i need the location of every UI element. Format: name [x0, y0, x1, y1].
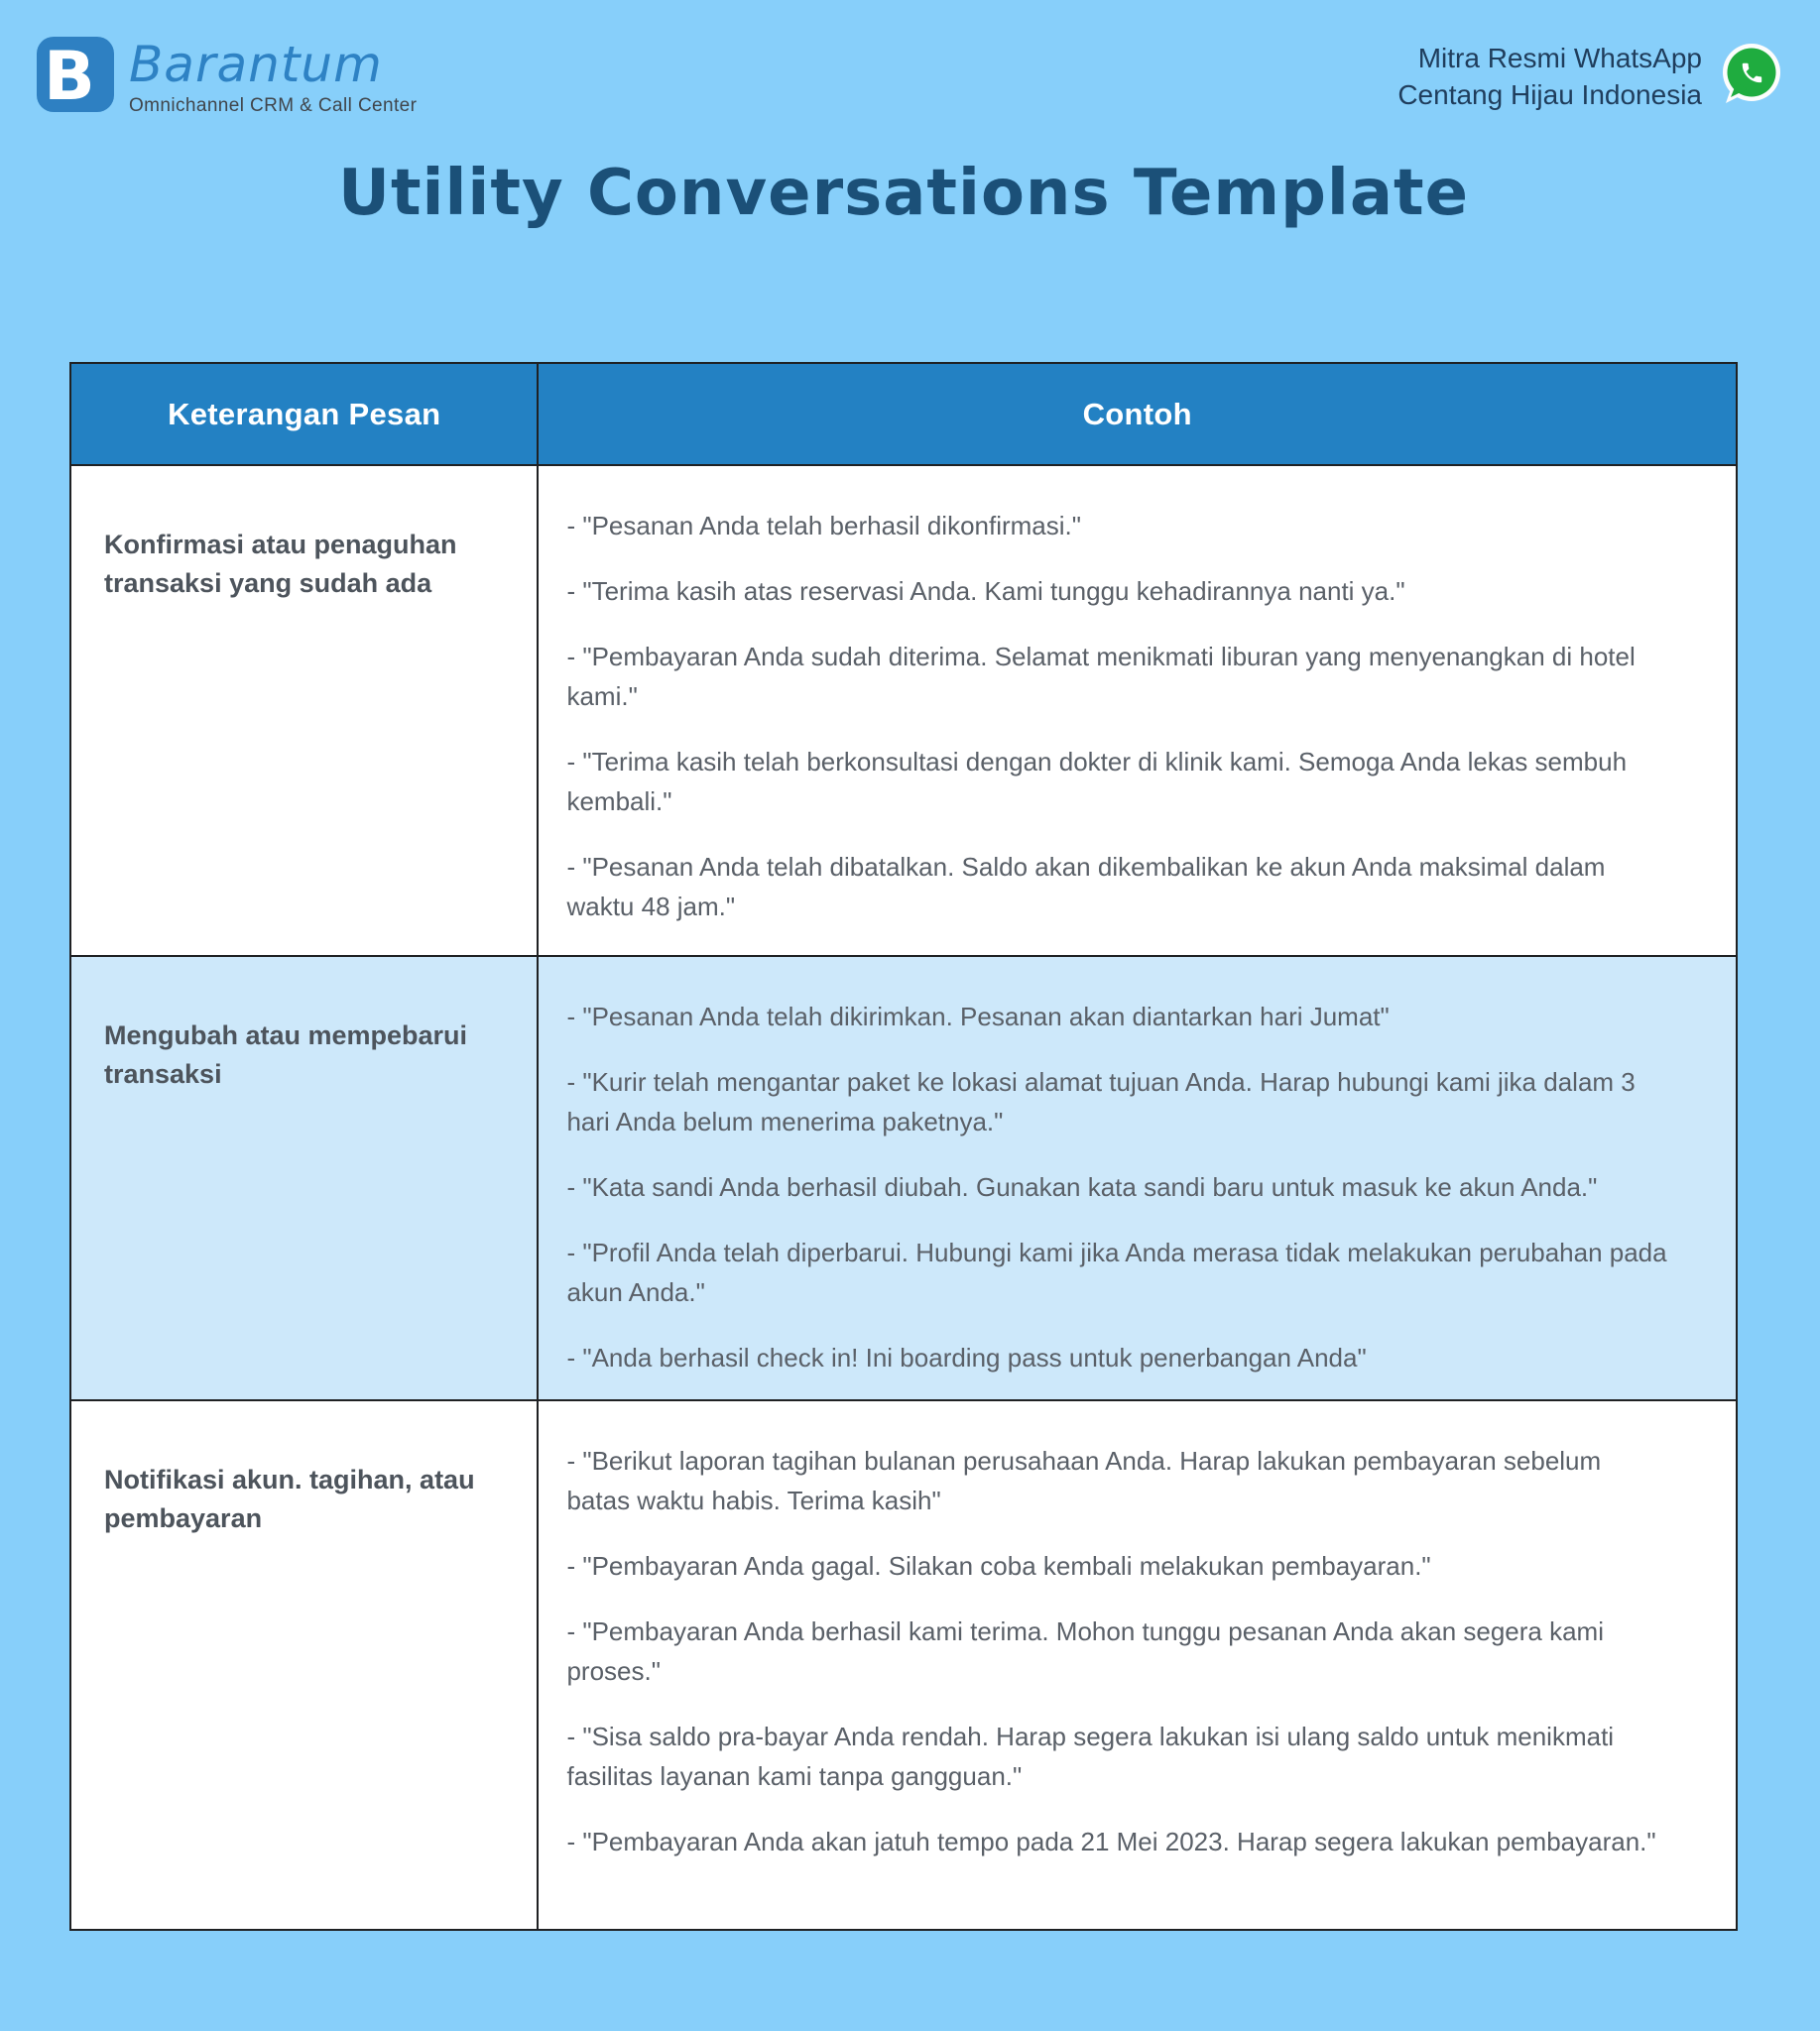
partner-line2: Centang Hijau Indonesia	[1397, 79, 1702, 110]
column-header-keterangan: Keterangan Pesan	[71, 364, 539, 464]
example-text: - "Pesanan Anda telah dibatalkan. Saldo akan dikembalikan ke akun Anda maksimal dalam waktu 48 jam."	[566, 852, 1606, 921]
row-examples-cell	[539, 466, 1736, 955]
partner-block	[1397, 40, 1783, 113]
example-text: - "Kurir telah mengantar paket ke lokasi alamat tujuan Anda. Harap hubungi kami jika dalam 3 hari Anda belum menerima paketnya."	[566, 1067, 1636, 1136]
partner-text	[1397, 40, 1702, 113]
row-label-cell	[71, 466, 539, 955]
example-text: - "Sisa saldo pra-bayar Anda rendah. Harap segera lakukan isi ulang saldo untuk menikmati fasilitas layanan kami tanpa gangguan."	[566, 1722, 1615, 1791]
barantum-logo-icon	[36, 36, 115, 113]
column-header-contoh: Contoh	[1082, 396, 1192, 431]
row-label: Notifikasi akun. tagihan, atau pembayaran	[104, 1465, 475, 1533]
table-row	[71, 1399, 1736, 1929]
row-label: Konfirmasi atau penaguhan transaksi yang sudah ada	[104, 530, 457, 598]
page-title: Utility Conversations Template	[337, 157, 1470, 230]
example-text: - "Berikut laporan tagihan bulanan perusahaan Anda. Harap lakukan pembayaran sebelum batas waktu habis. Terima kasih"	[566, 1446, 1602, 1515]
row-label: Mengubah atau mempebarui transaksi	[104, 1020, 468, 1089]
utility-template-table	[69, 362, 1738, 1931]
partner-line1: Mitra Resmi WhatsApp	[1417, 43, 1702, 73]
example-text: - "Pesanan Anda telah berhasil dikonfirmasi."	[566, 511, 1081, 540]
example-text: - "Pesanan Anda telah dikirimkan. Pesanan akan diantarkan hari Jumat"	[566, 1002, 1390, 1031]
logo-text-block	[129, 36, 417, 117]
row-label-cell	[71, 1401, 539, 1929]
barantum-logo	[36, 36, 417, 117]
example-text: - "Terima kasih atas reservasi Anda. Kami tunggu kehadirannya nanti ya."	[566, 576, 1405, 606]
table-row	[71, 464, 1736, 955]
example-text: - "Kata sandi Anda berhasil diubah. Gunakan kata sandi baru untuk masuk ke akun Anda."	[566, 1172, 1598, 1202]
example-text: - "Profil Anda telah diperbarui. Hubungi kami jika Anda merasa tidak melakukan perubahan pada akun Anda."	[566, 1238, 1667, 1307]
brand-tagline: Omnichannel CRM & Call Center	[129, 95, 418, 116]
svg-text:B: B	[44, 38, 95, 113]
whatsapp-icon	[1718, 42, 1783, 111]
example-text: - "Pembayaran Anda akan jatuh tempo pada 21 Mei 2023. Harap segera lakukan pembayaran."	[566, 1827, 1656, 1856]
table-row	[71, 955, 1736, 1399]
brand-name: Barantum	[129, 36, 383, 93]
row-examples-cell	[539, 1401, 1736, 1929]
example-text: - "Anda berhasil check in! Ini boarding pass untuk penerbangan Anda"	[566, 1343, 1367, 1373]
example-text: - "Pembayaran Anda gagal. Silakan coba kembali melakukan pembayaran."	[566, 1551, 1431, 1581]
example-text: - "Terima kasih telah berkonsultasi dengan dokter di klinik kami. Semoga Anda lekas sembuh kembali."	[566, 747, 1628, 816]
table-header-row	[71, 364, 1736, 464]
example-text: - "Pembayaran Anda berhasil kami terima. Mohon tunggu pesanan Anda akan segera kami proses."	[566, 1616, 1604, 1686]
row-label-cell	[71, 957, 539, 1399]
example-text: - "Pembayaran Anda sudah diterima. Selamat menikmati liburan yang menyenangkan di hotel kami."	[566, 642, 1636, 711]
row-examples-cell	[539, 957, 1736, 1399]
